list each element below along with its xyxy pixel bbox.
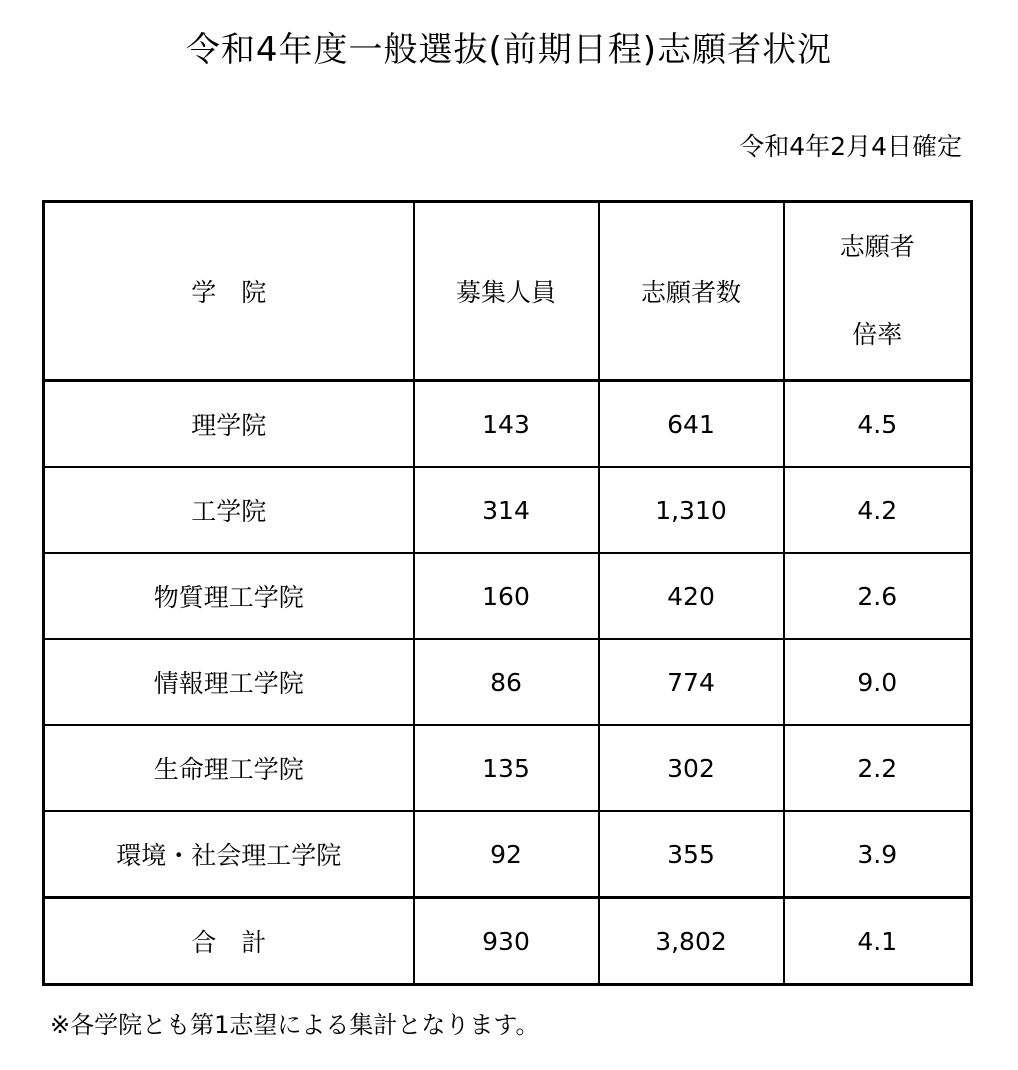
- cell-quota: 314: [414, 467, 599, 553]
- cell-ratio: 2.6: [784, 553, 972, 639]
- confirmed-date: 令和4年2月4日確定: [739, 132, 962, 161]
- cell-applicants: 420: [599, 553, 784, 639]
- cell-quota: 160: [414, 553, 599, 639]
- table-row: [44, 467, 972, 553]
- header-applicants: 志願者数: [599, 202, 784, 381]
- table-row: [44, 811, 972, 898]
- cell-school: 工学院: [44, 467, 414, 553]
- table-row: [44, 381, 972, 468]
- cell-applicants: 1,310: [599, 467, 784, 553]
- header-ratio-line1: 志願者: [839, 232, 915, 261]
- cell-ratio: 4.5: [784, 381, 972, 468]
- page-title: 令和4年度一般選抜(前期日程)志願者状況: [185, 30, 833, 70]
- cell-school: 環境・社会理工学院: [44, 811, 414, 898]
- cell-applicants: 302: [599, 725, 784, 811]
- header-ratio-line2: 倍率: [852, 320, 903, 349]
- cell-quota: 143: [414, 381, 599, 468]
- cell-school: 情報理工学院: [44, 639, 414, 725]
- table-row: [44, 639, 972, 725]
- header-quota: 募集人員: [414, 202, 599, 381]
- cell-quota: 86: [414, 639, 599, 725]
- total-applicants: 3,802: [599, 898, 784, 985]
- cell-ratio: 9.0: [784, 639, 972, 725]
- cell-ratio: 2.2: [784, 725, 972, 811]
- applicant-table: [42, 200, 973, 986]
- cell-school: 物質理工学院: [44, 553, 414, 639]
- cell-applicants: 774: [599, 639, 784, 725]
- cell-quota: 135: [414, 725, 599, 811]
- cell-quota: 92: [414, 811, 599, 898]
- table-row: [44, 553, 972, 639]
- cell-school: 生命理工学院: [44, 725, 414, 811]
- table-total-row: [44, 898, 972, 985]
- cell-applicants: 355: [599, 811, 784, 898]
- cell-school: 理学院: [44, 381, 414, 468]
- cell-ratio: 3.9: [784, 811, 972, 898]
- cell-applicants: 641: [599, 381, 784, 468]
- cell-ratio: 4.2: [784, 467, 972, 553]
- total-ratio: 4.1: [784, 898, 972, 985]
- total-quota: 930: [414, 898, 599, 985]
- footnote: ※各学院とも第1志望による集計となります。: [50, 1011, 540, 1039]
- table-header-row: [44, 202, 972, 381]
- header-school: 学 院: [44, 202, 414, 381]
- table-row: [44, 725, 972, 811]
- total-label: 合 計: [44, 898, 414, 985]
- header-ratio: [784, 202, 972, 381]
